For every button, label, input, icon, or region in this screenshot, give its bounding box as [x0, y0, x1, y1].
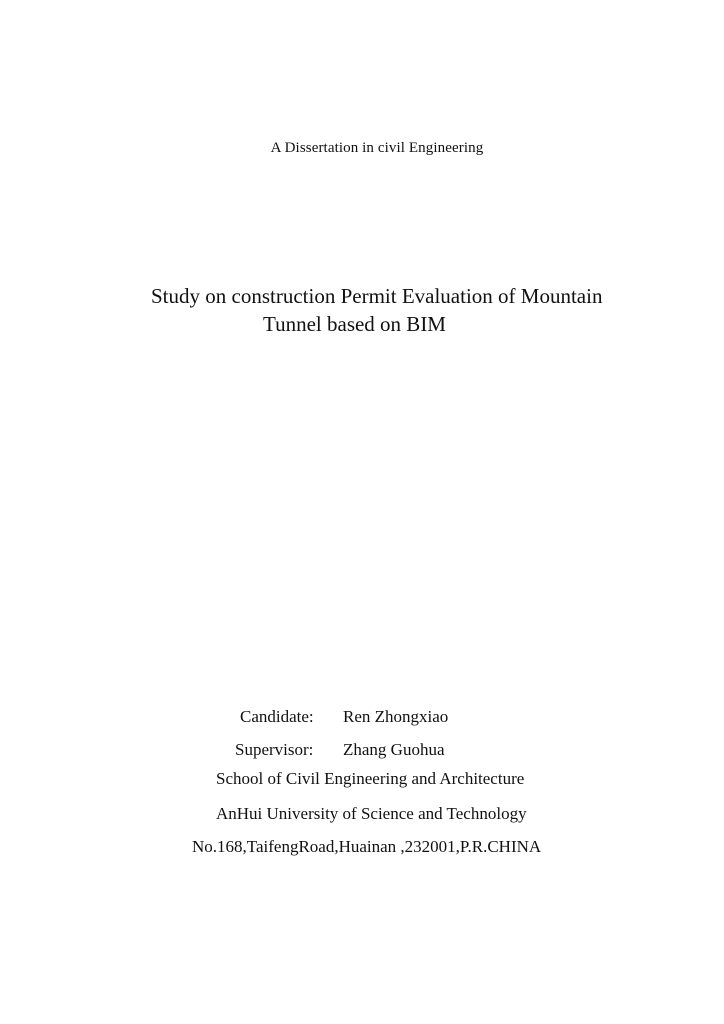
thesis-title-line-2: Tunnel based on BIM: [263, 312, 446, 336]
school-name: School of Civil Engineering and Architecture: [216, 769, 525, 788]
candidate-name: Ren Zhongxiao: [343, 707, 449, 726]
candidate-label: Candidate:: [240, 707, 314, 726]
thesis-title-line-1: Study on construction Permit Evaluation of Mountain: [151, 284, 603, 308]
supervisor-label: Supervisor:: [235, 740, 314, 759]
university-address: No.168,TaifengRoad,Huainan ,232001,P.R.CHINA: [192, 837, 542, 856]
university-name: AnHui University of Science and Technology: [216, 804, 527, 823]
dissertation-subject: A Dissertation in civil Engineering: [270, 140, 484, 156]
supervisor-name: Zhang Guohua: [343, 740, 445, 759]
